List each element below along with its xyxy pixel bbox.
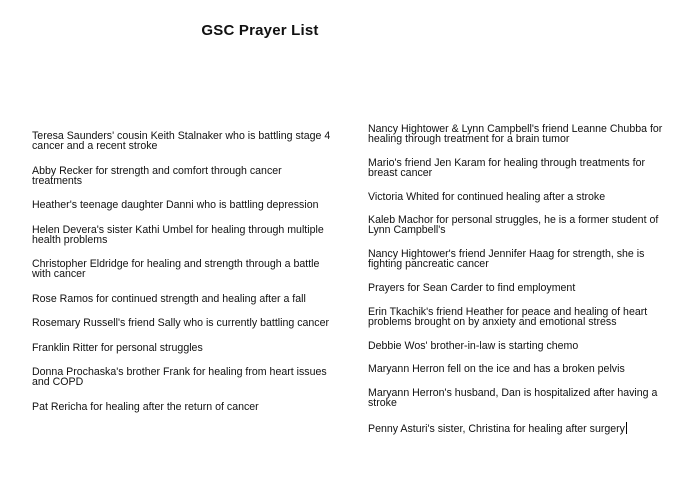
list-item: Nancy Hightower & Lynn Campbell's friend Leanne Chubba for healing through treatment for a brain tumor — [368, 123, 663, 145]
list-item: Heather's teenage daughter Danni who is battling depression — [32, 199, 319, 211]
list-item: Rosemary Russell's friend Sally who is currently battling cancer — [32, 317, 329, 329]
list-item: Maryann Herron's husband, Dan is hospitalized after having a stroke — [368, 387, 658, 410]
list-item: Maryann Herron fell on the ice and has a broken pelvis — [368, 363, 625, 376]
prayer-list-right — [368, 124, 668, 448]
list-item: Donna Prochaska's brother Frank for healing from heart issues and COPD — [32, 366, 327, 388]
list-item: Mario's friend Jen Karam for healing through treatments for breast cancer — [368, 156, 646, 179]
list-item: Prayers for Sean Carder to find employment — [368, 281, 576, 294]
list-item: Victoria Whited for continued healing after a stroke — [368, 190, 606, 203]
list-item: Helen Devera's sister Kathi Umbel for healing through multiple health problems — [32, 223, 324, 246]
text-cursor — [626, 422, 628, 434]
list-item: Debbie Wos' brother-in-law is starting chemo — [368, 339, 579, 352]
list-item: Rose Ramos for continued strength and healing after a fall — [32, 292, 306, 305]
list-item-text: Penny Asturi's sister, Christina for healing after surgery — [368, 422, 625, 435]
list-item: Kaleb Machor for personal struggles, he is a former student of Lynn Campbell's — [368, 214, 659, 237]
list-item: Christopher Eldridge for healing and strength through a battle with cancer — [32, 258, 320, 280]
list-item-last[interactable] — [368, 422, 668, 434]
list-item: Teresa Saunders' cousin Keith Stalnaker who is battling stage 4 cancer and a recent stroke — [32, 130, 331, 152]
list-item: Pat Rericha for healing after the return of cancer — [32, 400, 259, 413]
list-item: Franklin Ritter for personal struggles — [32, 341, 203, 354]
page-title: GSC Prayer List — [201, 22, 319, 39]
prayer-list-left — [32, 131, 332, 426]
list-item: Abby Recker for strength and comfort through cancer treatments — [32, 164, 282, 187]
list-item: Nancy Hightower's friend Jennifer Haag for strength, she is fighting pancreatic cancer — [368, 248, 645, 271]
list-item: Erin Tkachik's friend Heather for peace and healing of heart problems brought on by anxiety and emotional stress — [368, 305, 648, 328]
